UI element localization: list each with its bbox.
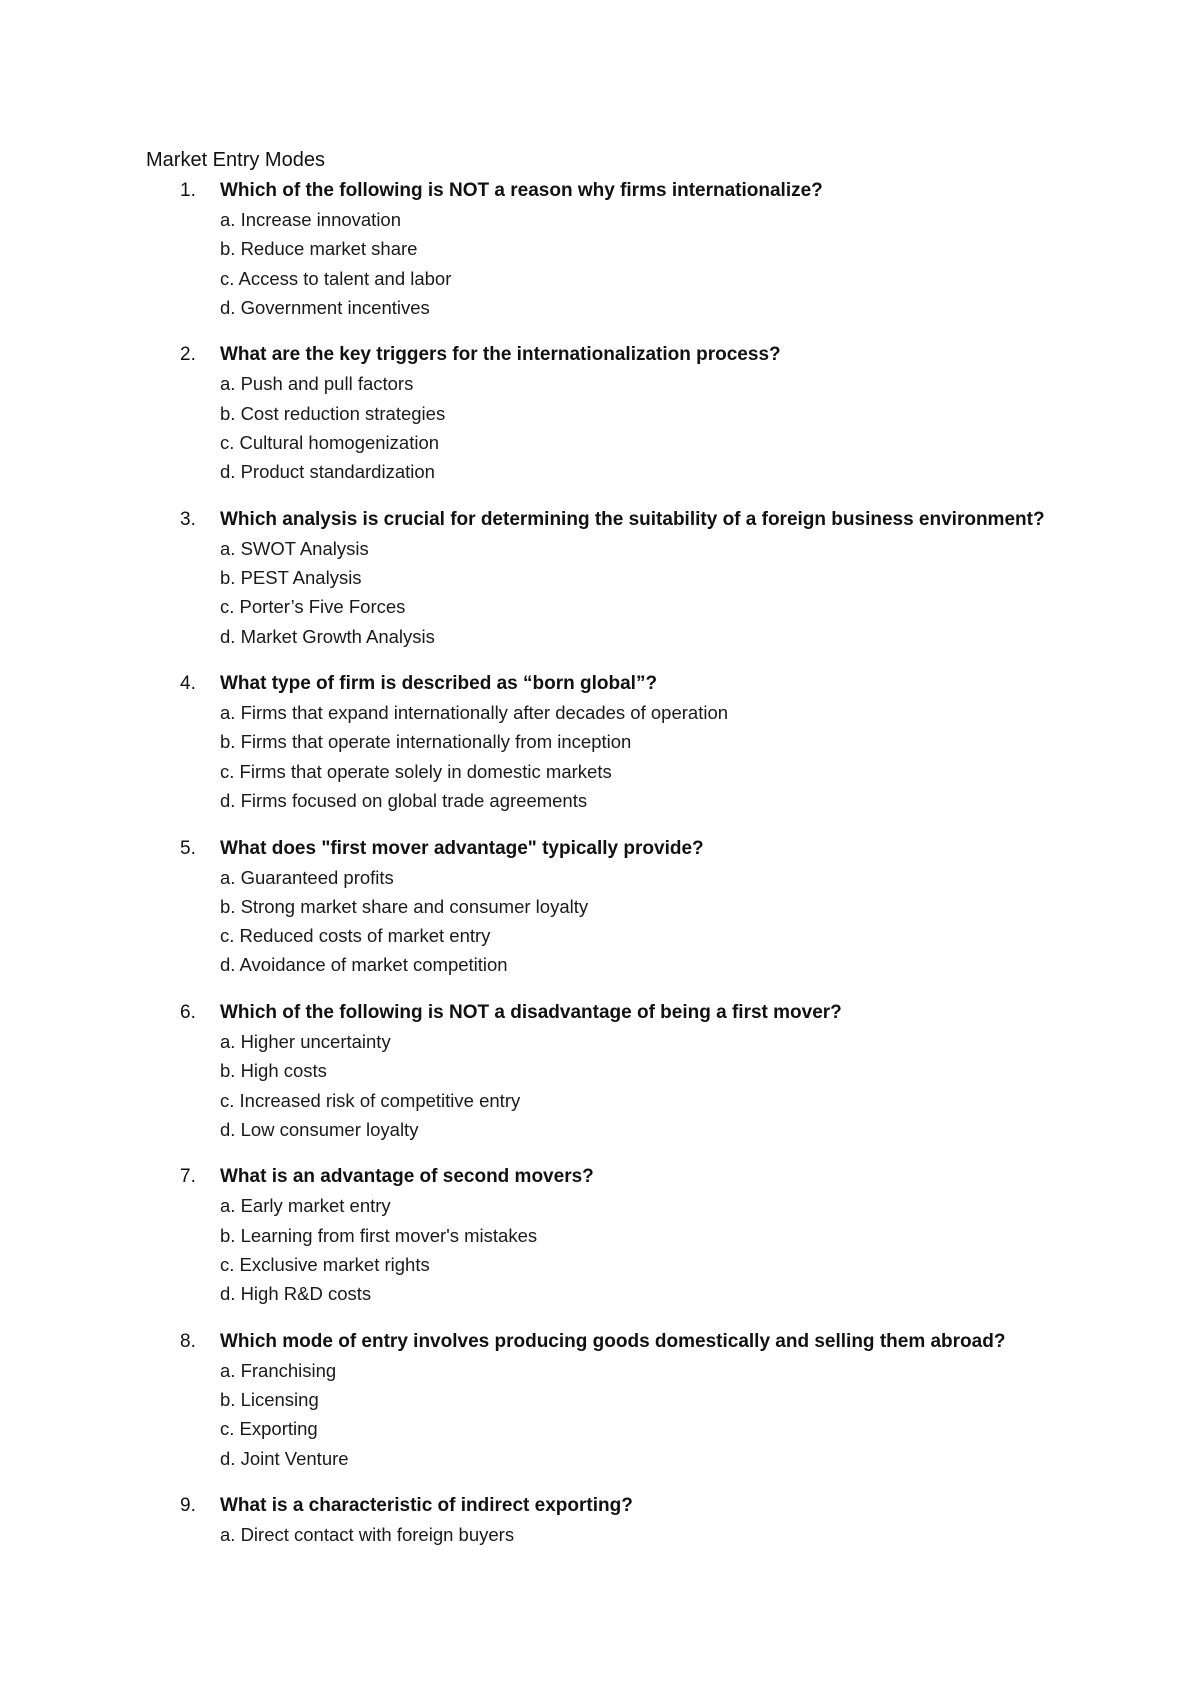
question-number: 3. (180, 508, 196, 530)
answer-options (220, 698, 728, 815)
answer-options (220, 1191, 537, 1308)
question-text: What are the key triggers for the internationalization process? (220, 344, 781, 366)
question-text: What is a characteristic of indirect exporting? (220, 1495, 633, 1517)
answer-option: b. High costs (220, 1060, 327, 1082)
answer-options (220, 205, 451, 322)
answer-option: d. Government incentives (220, 296, 430, 318)
answer-option: d. High R&D costs (220, 1283, 372, 1305)
answer-option: a. Direct contact with foreign buyers (220, 1524, 515, 1546)
answer-options (220, 1356, 349, 1473)
question-number: 1. (180, 180, 196, 201)
question-text: Which of the following is NOT a disadvantage of being a first mover? (220, 1002, 842, 1023)
answer-option: c. Reduced costs of market entry (220, 925, 491, 947)
answer-option: b. Reduce market share (220, 238, 418, 260)
answer-option: c. Exclusive market rights (220, 1253, 430, 1275)
answer-option: a. Increase innovation (220, 209, 402, 230)
answer-option: a. Push and pull factors (220, 373, 414, 395)
question-text: What does "first mover advantage" typically provide? (220, 837, 704, 859)
answer-option: d. Firms focused on global trade agreements (220, 790, 588, 812)
answer-option: b. Firms that operate internationally from inception (220, 731, 632, 753)
answer-option: a. Higher uncertainty (220, 1031, 391, 1052)
answer-option: c. Access to talent and labor (220, 267, 452, 289)
answer-options (220, 1027, 520, 1144)
answer-option: d. Low consumer loyalty (220, 1118, 419, 1140)
answer-option: d. Product standardization (220, 461, 435, 483)
question-text: Which of the following is NOT a reason why firms internationalize? (220, 180, 823, 201)
question-number: 4. (180, 673, 196, 695)
answer-option: a. Guaranteed profits (220, 866, 394, 888)
question-text: What is an advantage of second movers? (220, 1166, 594, 1188)
question-number: 6. (180, 1002, 196, 1023)
answer-option: c. Cultural homogenization (220, 431, 440, 453)
answer-options (220, 369, 445, 486)
question-number: 8. (180, 1330, 196, 1352)
answer-option: a. Early market entry (220, 1195, 391, 1217)
answer-option: b. Licensing (220, 1389, 319, 1411)
question-text: Which analysis is crucial for determining the suitability of a foreign business environment? (220, 508, 1045, 530)
question-number: 7. (180, 1166, 196, 1188)
question-number: 2. (180, 344, 196, 366)
answer-option: b. Learning from first mover's mistakes (220, 1224, 538, 1246)
answer-options (220, 1520, 514, 1549)
answer-option: c. Exporting (220, 1418, 318, 1440)
answer-option: d. Joint Venture (220, 1447, 349, 1469)
answer-option: c. Firms that operate solely in domestic markets (220, 760, 612, 782)
answer-option: c. Increased risk of competitive entry (220, 1089, 521, 1111)
answer-option: d. Market Growth Analysis (220, 625, 435, 647)
answer-option: c. Porter’s Five Forces (220, 596, 406, 618)
answer-option: a. SWOT Analysis (220, 537, 369, 559)
answer-option: b. Cost reduction strategies (220, 402, 446, 424)
answer-option: a. Franchising (220, 1359, 337, 1381)
answer-option: b. Strong market share and consumer loyalty (220, 895, 589, 917)
answer-options (220, 863, 588, 980)
document-title: Market Entry Modes (146, 149, 325, 171)
question-number: 5. (180, 837, 196, 859)
question-text: What type of firm is described as “born global”? (220, 673, 658, 695)
question-text: Which mode of entry involves producing goods domestically and selling them abroad? (220, 1330, 1006, 1352)
answer-option: a. Firms that expand internationally after decades of operation (220, 702, 729, 724)
answer-option: b. PEST Analysis (220, 567, 362, 589)
answer-options (220, 534, 435, 651)
answer-option: d. Avoidance of market competition (220, 954, 508, 976)
question-number: 9. (180, 1495, 196, 1517)
